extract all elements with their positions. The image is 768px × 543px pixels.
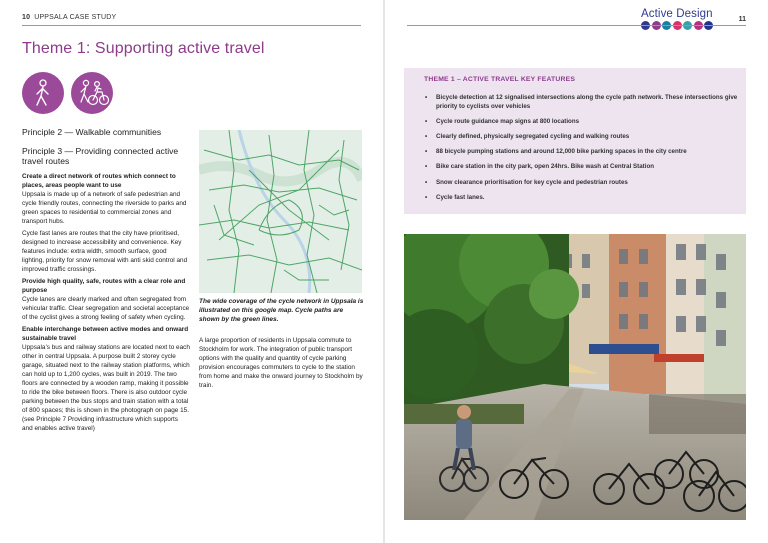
logo-text: Active Design (641, 8, 713, 20)
header-rule (22, 25, 361, 26)
section-heading-quality: Provide high quality, safe, routes with a clear role and purpose (22, 278, 186, 294)
theme-title: Theme 1: Supporting active travel (22, 40, 265, 57)
paragraph-segregation: Cycle lanes are clearly marked and often segregated from vehicular traffic. Clear segregation and societal acceptance of the cyclist gives a strong feeling of safety when cycling. (22, 296, 190, 321)
feature-item: • Clearly defined, physically segregated cycling and walking routes (424, 133, 739, 142)
cyclist-icon (71, 72, 113, 114)
page-number-right: 11 (738, 16, 746, 23)
feature-item: • 88 bicycle pumping stations and around 12,000 bike parking spaces in the city centre (424, 148, 739, 157)
principle-3-heading: Principle 3 — Providing connected active travel routes (22, 146, 179, 166)
paragraph-fast-lanes: Cycle fast lanes are routes that the city have prioritised, designed to increase accessibility and convenience. Key features include: extra width, smooth surface, good lighting, priority for snow removal with anti skid control and improved traffic crossings. (22, 230, 188, 273)
feature-item: • Snow clearance prioritisation for key cycle and pedestrian routes (424, 179, 739, 188)
feature-item: • Bicycle detection at 12 signalised intersections along the cycle path network. These intersections give priority to cyclists over vehicles (424, 94, 739, 111)
active-design-logo (641, 8, 726, 30)
page-number-left: 10 (22, 14, 31, 21)
key-features-title: THEME 1 – ACTIVE TRAVEL KEY FEATURES (424, 76, 576, 83)
paragraph-commute: A large proportion of residents in Uppsala commute to Stockholm for work. The integration of public transport options with the quality and quantity of cycle parking provision encourages commuters to cycle to the station from home and make the onward journey to Stockholm by train. (199, 337, 363, 389)
cycle-network-map (199, 130, 362, 293)
running-header (22, 14, 116, 21)
left-page (0, 0, 383, 543)
right-page (385, 0, 768, 543)
section-heading-routes: Create a direct network of routes which connect to places, areas people want to use (22, 173, 176, 189)
street-photo (404, 234, 746, 520)
left-column-text (22, 172, 190, 436)
feature-item: • Bike care station in the city park, open 24hrs. Bike wash at Central Station (424, 163, 739, 172)
running-header-text: UPPSALA CASE STUDY (34, 14, 117, 21)
walking-person-icon (22, 72, 64, 114)
paragraph-reference: (see Principle 7 Providing infrastructure which supports and enables active travel) (22, 416, 178, 432)
feature-item: • Cycle route guidance map signs at 800 locations (424, 118, 739, 127)
feature-item: • Cycle fast lanes. (424, 194, 739, 203)
key-features-box (404, 68, 746, 214)
key-features-list (424, 94, 739, 209)
header-rule (407, 25, 746, 26)
map-caption: The wide coverage of the cycle network in Uppsala is illustrated on this google map. Cycle paths are shown by the green lines. (199, 298, 364, 323)
principle-2-heading: Principle 2 — Walkable communities (22, 127, 162, 137)
right-column-text (199, 336, 367, 393)
paragraph-network: Uppsala is made up of a network of safe pedestrian and cycle friendly routes, connecting the riverside to parks and green spaces to residential to commercial zones and transport hubs. (22, 191, 187, 225)
paragraph-stations: Uppsala’s bus and railway stations are located next to each other in central Uppsala. A purpose built 2 storey cycle garage, situated next to the railway station platforms, which can hold up to 1,200 cycles, was built in 2019. The two floors are connected by a wooden ramp, making it possible to ride the bike between floors. There is also outdoor cycle parking between the bus stops and train station with a total of 800 spaces; this is shown in the photograph on page 15. (22, 344, 190, 414)
section-heading-interchange: Enable interchange between active modes and onward sustainable travel (22, 326, 189, 342)
